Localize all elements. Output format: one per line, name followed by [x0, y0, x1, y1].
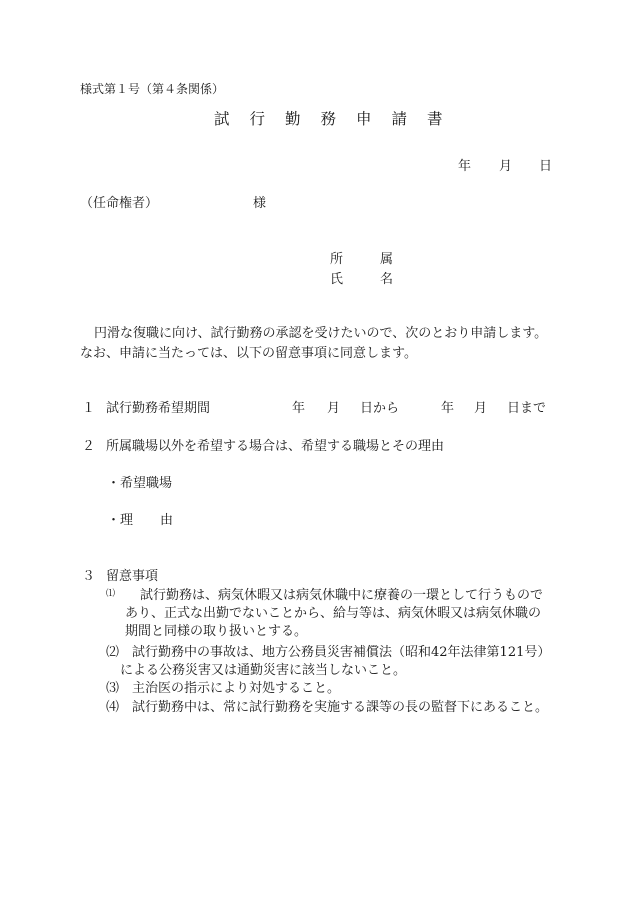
- section2-label: 所属職場以外を希望する場合は、希望する職場とその理由: [106, 439, 445, 454]
- notice-item-2-line-2: による公務災害又は通勤災害に該当しないこと。: [120, 663, 407, 678]
- intro-line-1: 円滑な復職に向け、試行勤務の承認を受けたいので、次のとおり申請します。: [94, 326, 548, 341]
- notice-item-4-line-1: 試行勤務中は、常に試行勤務を実施する課等の長の監督下にあること。: [132, 700, 549, 715]
- notice-item-1-line-2: あり、正式な出勤でないことから、給与等は、病気休暇又は病気休職の: [125, 606, 542, 621]
- section2-number: ２: [82, 439, 96, 454]
- name-label-1: 氏: [330, 272, 344, 287]
- form-number: 様式第１号（第４条関係）: [80, 82, 225, 96]
- intro-line-2: なお、申請に当たっては、以下の留意事項に同意します。: [80, 346, 417, 361]
- date-day-label: 日: [539, 159, 553, 174]
- reason-label-1: ・理: [107, 513, 134, 528]
- section1-label: 試行勤務希望期間: [106, 401, 211, 416]
- notice-item-2-marker: ⑵: [106, 645, 120, 660]
- period-to-day: 日まで: [507, 401, 547, 416]
- name-label-2: 名: [380, 272, 394, 287]
- reason-label-2: 由: [160, 513, 174, 528]
- workplace-label: ・希望職場: [107, 476, 173, 491]
- addressee-label: （任命権者）: [80, 196, 159, 211]
- section1-number: １: [82, 401, 96, 416]
- notice-item-1-line-3: 期間と同様の取り扱いとする。: [125, 624, 308, 639]
- affiliation-label-2: 属: [380, 252, 394, 267]
- notice-item-4-marker: ⑷: [106, 700, 120, 715]
- period-from-day: 日から: [360, 401, 400, 416]
- notice-item-3-marker: ⑶: [106, 681, 120, 696]
- date-year-label: 年: [458, 159, 472, 174]
- notice-item-3-line-1: 主治医の指示により対処すること。: [132, 681, 341, 696]
- date-month-label: 月: [499, 159, 513, 174]
- period-to-year: 年: [441, 401, 455, 416]
- affiliation-label-1: 所: [330, 252, 344, 267]
- period-from-month: 月: [327, 401, 341, 416]
- period-to-month: 月: [474, 401, 488, 416]
- section3-number: ３: [82, 569, 96, 584]
- period-from-year: 年: [292, 401, 306, 416]
- page-title: 試行勤務申請書: [214, 110, 463, 128]
- notice-item-1-marker: ⑴: [106, 589, 116, 599]
- addressee-honorific: 様: [253, 196, 267, 211]
- notice-item-1-line-1: 試行勤務は、病気休暇又は病気休職中に療養の一環として行うもので: [140, 588, 544, 603]
- notice-item-2-line-1: 試行勤務中の事故は、地方公務員災害補償法（昭和42年法律第121号）: [132, 645, 551, 660]
- section3-label: 留意事項: [106, 569, 159, 584]
